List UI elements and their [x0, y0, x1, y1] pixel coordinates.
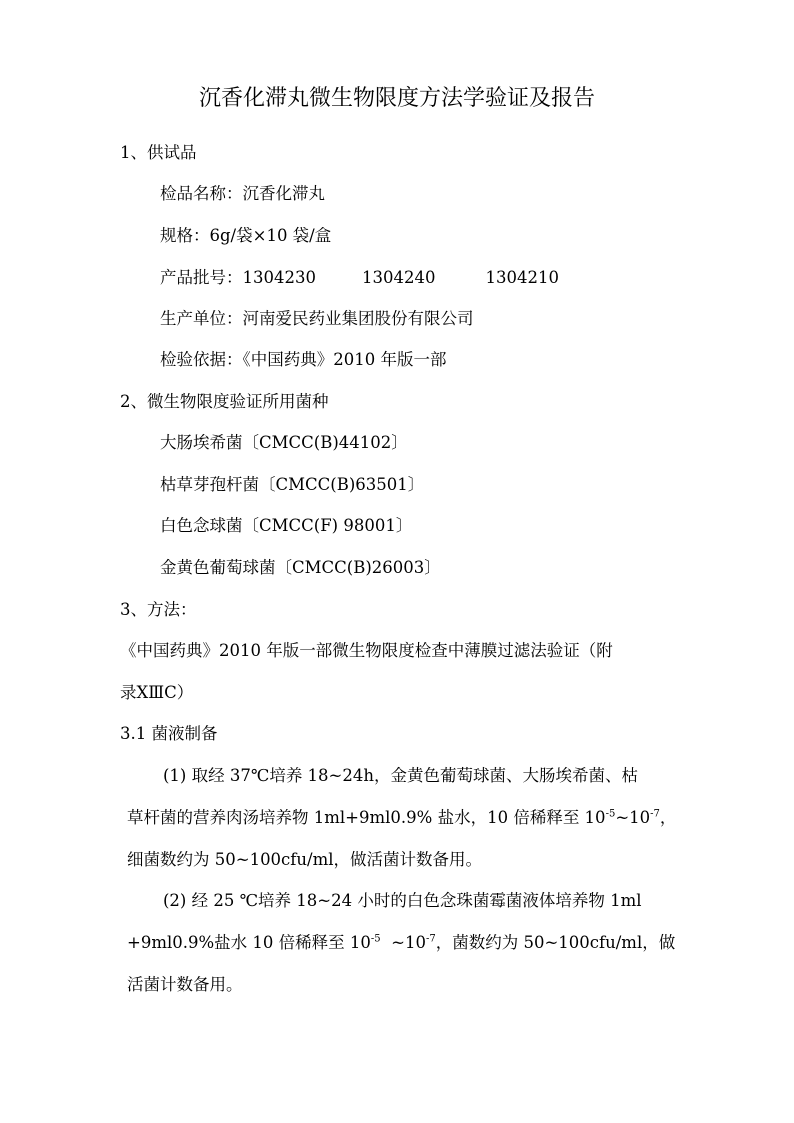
section-2-heading: 2、微生物限度验证所用菌种	[120, 392, 329, 411]
exponent: -7	[650, 808, 660, 820]
strain-item: 大肠埃希菌〔CMCC(B)44102〕	[160, 433, 408, 452]
batch-number: 1304210	[485, 268, 559, 287]
sample-name: 检品名称：沉香化滞丸	[160, 184, 325, 203]
subsection-heading: 3.1 菌液制备	[120, 724, 218, 743]
strain-item: 白色念球菌〔CMCC(F) 98001〕	[160, 516, 413, 535]
paragraph-line	[127, 806, 676, 830]
paragraph-line: 活菌计数备用。	[127, 975, 243, 994]
text-run: 草杆菌的营养肉汤培养物 1ml+9ml0.9% 盐水，10 倍稀释至 10	[127, 808, 606, 827]
section-1-heading: 1、供试品	[120, 143, 197, 162]
paragraph-line: (1) 取经 37℃培养 18~24h，金黄色葡萄球菌、大肠埃希菌、枯	[163, 766, 639, 785]
strain-item: 金黄色葡萄球菌〔CMCC(B)26003〕	[160, 558, 441, 577]
batch-numbers	[160, 266, 559, 290]
method-text: 《中国药典》2010 年版一部微生物限度检查中薄膜过滤法验证（附	[120, 641, 613, 660]
paragraph-line: 细菌数约为 50~100cfu/ml，做活菌计数备用。	[127, 850, 483, 869]
text-run: ，	[659, 808, 677, 827]
strain-item: 枯草芽孢杆菌〔CMCC(B)63501〕	[160, 475, 425, 494]
paragraph-line	[127, 931, 675, 955]
exponent: -5	[605, 808, 616, 820]
batch-number: 1304230	[242, 268, 316, 287]
text-run: ~10	[615, 808, 651, 827]
document-title: 沉香化滞丸微生物限度方法学验证及报告	[198, 86, 595, 111]
test-basis: 检验依据：《中国药典》2010 年版一部	[160, 350, 447, 369]
paragraph-line: (2) 经 25 ℃培养 18~24 小时的白色念珠菌霉菌液体培养物 1ml	[163, 891, 642, 910]
text-run: +9ml0.9%盐水 10 倍稀释至 10	[127, 933, 371, 952]
manufacturer: 生产单位：河南爱民药业集团股份有限公司	[160, 309, 474, 328]
exponent: -5	[370, 933, 381, 945]
section-3-heading: 3、方法：	[120, 600, 197, 619]
exponent: -7	[425, 933, 436, 945]
batch-label: 产品批号：	[160, 268, 243, 287]
text-run: ~10	[380, 933, 426, 952]
sample-spec: 规格：6g/袋×10 袋/盒	[160, 226, 332, 245]
text-run: ，菌数约为 50~100cfu/ml，做	[435, 933, 676, 952]
method-text: 录ⅩⅢC）	[120, 683, 194, 702]
batch-number: 1304240	[362, 268, 436, 287]
